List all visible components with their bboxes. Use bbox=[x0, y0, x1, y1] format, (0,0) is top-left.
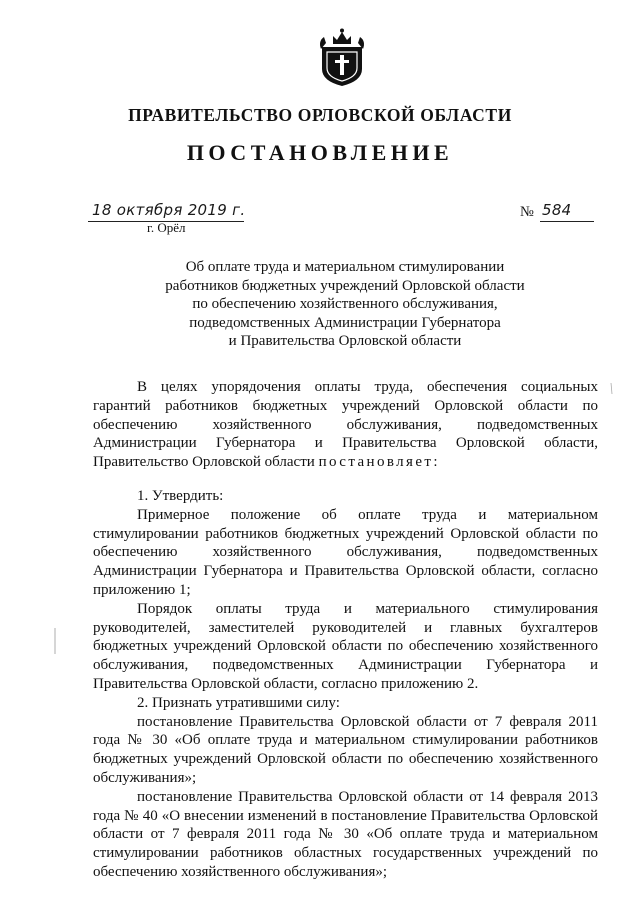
city: г. Орёл bbox=[147, 220, 186, 235]
item-2-paragraph-a: постановление Правительства Орловской области от 7 февраля 2011 года № 30 «Об оплате труда и материальном стимулировании работников бюджетных учреждений Орловской области по обеспечению хозяйственного обслуживания»; bbox=[93, 713, 598, 786]
date-field bbox=[88, 201, 244, 222]
intro-text: В целях упорядочения оплаты труда, обеспечения социальных гарантий работников бюджетных учреждений Орловской области по обеспечению хозяйственного обслуживания, подведомственных Администрации Губернатора и Правительства Орловской области, Правительство Орловской области bbox=[93, 379, 598, 471]
coat-of-arms-icon bbox=[318, 27, 366, 87]
government-name: ПРАВИТЕЛЬСТВО ОРЛОВСКОЙ ОБЛАСТИ bbox=[128, 105, 512, 125]
intro-paragraph bbox=[93, 378, 598, 472]
intro-resolution-word: постановляет: bbox=[318, 454, 440, 471]
number-label: № bbox=[520, 204, 534, 220]
number-field bbox=[540, 201, 594, 222]
item-2-heading: 2. Признать утратившими силу: bbox=[137, 694, 340, 711]
document-body bbox=[93, 378, 598, 882]
title-line: Об оплате труда и материальном стимулировании bbox=[185, 259, 505, 275]
title-line: по обеспечению хозяйственного обслуживания, bbox=[192, 296, 498, 313]
title-line: подведомственных Администрации Губернатора bbox=[189, 314, 501, 331]
title-line: и Правительства Орловской области bbox=[228, 333, 462, 350]
number-value: 584 bbox=[542, 201, 572, 219]
item-1-paragraph-b: Порядок оплаты труда и материального стимулирования руководителей, заместителей руководителей и главных бухгалтеров бюджетных учреждений Орловской области по обеспечению хозяйственного обслуживания, подведомственных Администрации Губернатора и Правительства Орловской области, согласно приложению 2. bbox=[93, 600, 598, 692]
item-2-paragraph-b: постановление Правительства Орловской области от 14 февраля 2013 года № 40 «О внесении изменений в постановление Правительства Орловской области от 7 февраля 2011 года № 30 «Об оплате труда и материальном стимулировании работников областных государственных учреждений по обеспечению хозяйственного обслуживания»; bbox=[93, 788, 598, 880]
title-line: работников бюджетных учреждений Орловской области bbox=[165, 277, 525, 294]
document-title bbox=[0, 258, 640, 351]
date-value: 18 октября 2019 г. bbox=[92, 201, 246, 219]
item-1-paragraph-a: Примерное положение об оплате труда и материальном стимулировании работников бюджетных учреждений Орловской области по обеспечению хозяйственного обслуживания, подведомственных Администрации Губернатора и Правительства Орловской области, согласно приложению 1; bbox=[93, 506, 598, 598]
document-type: ПОСТАНОВЛЕНИЕ bbox=[186, 140, 454, 165]
item-1-heading: 1. Утвердить: bbox=[137, 487, 224, 504]
